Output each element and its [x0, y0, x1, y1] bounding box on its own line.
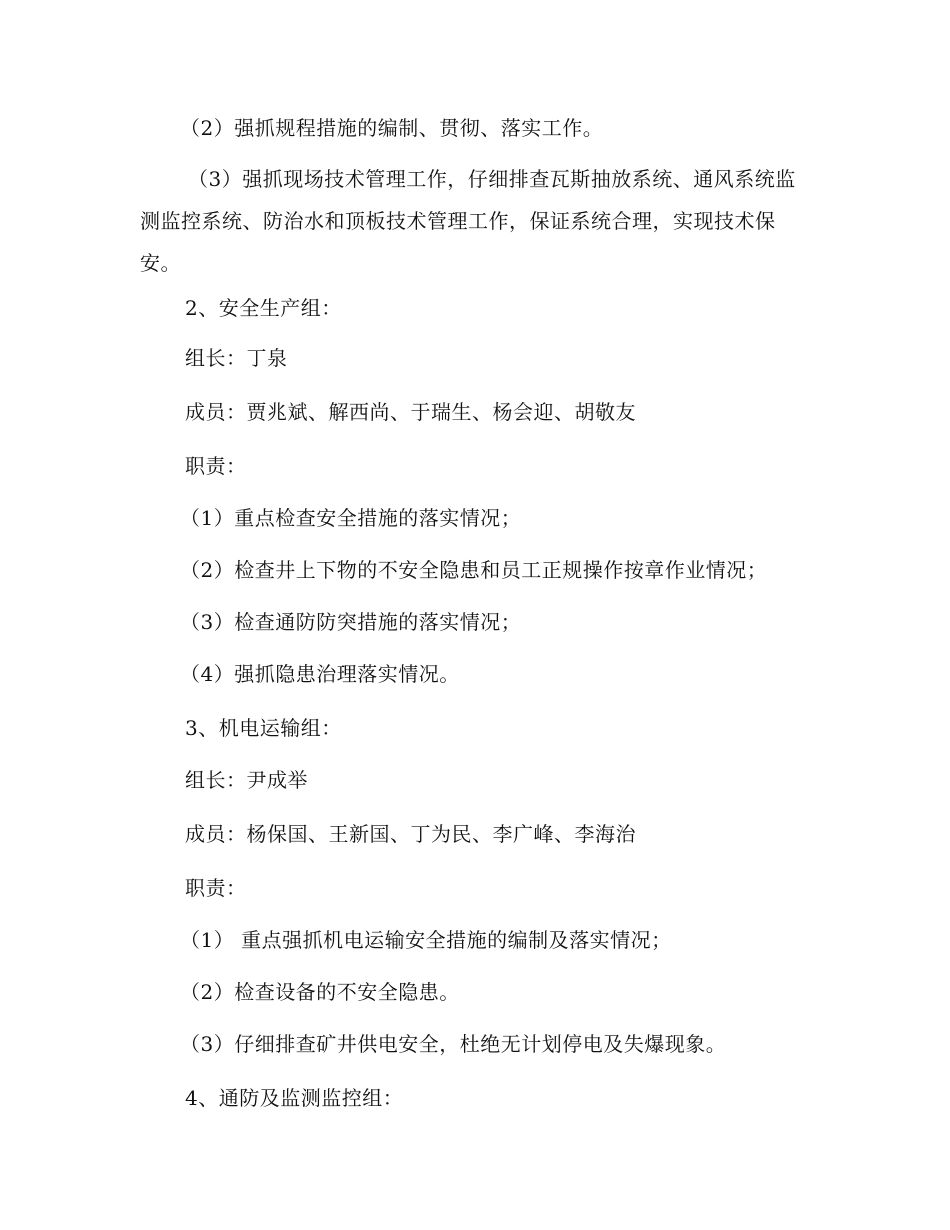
safety-duty-item-3: （3）检查通防防突措施的落实情况； — [180, 610, 522, 634]
safety-duty-item-4: （4）强抓隐患治理落实情况。 — [180, 662, 460, 686]
electromech-duty-item-1: （1） 重点强抓机电运输安全措施的编制及落实情况； — [180, 928, 672, 952]
electromech-group-duties-label: 职责： — [185, 876, 247, 900]
safety-duty-item-1: （1）重点检查安全措施的落实情况； — [180, 506, 522, 530]
paragraph-tech-item-2: （2）强抓规程措施的编制、贯彻、落实工作。 — [180, 116, 604, 140]
safety-group-leader: 组长：丁泉 — [185, 346, 288, 370]
electromech-group-members: 成员：杨保国、王新国、丁为民、李广峰、李海治 — [185, 822, 636, 846]
electromech-duty-item-2: （2）检查设备的不安全隐患。 — [180, 980, 460, 1004]
electromech-duty-item-3: （3）仔细排查矿井供电安全，杜绝无计划停电及失爆现象。 — [180, 1032, 727, 1056]
safety-duty-item-2: （2）检查井上下物的不安全隐患和员工正规操作按章作业情况； — [180, 558, 768, 582]
section-heading-safety-group: 2、安全生产组： — [185, 296, 342, 320]
electromech-group-leader: 组长：尹成举 — [185, 768, 308, 792]
section-heading-ventilation-monitoring-group: 4、通防及监测监控组： — [185, 1086, 404, 1110]
safety-group-members: 成员：贾兆斌、解西尚、于瑞生、杨会迎、胡敬友 — [185, 400, 636, 424]
paragraph-tech-item-3: （3）强抓现场技术管理工作，仔细排查瓦斯抽放系统、通风系统监测监控系统、防治水和顶板技术管理工作，保证系统合理，实现技术保安。 — [140, 167, 796, 275]
safety-group-duties-label: 职责： — [185, 454, 247, 478]
section-heading-electromech-group: 3、机电运输组： — [185, 716, 342, 740]
